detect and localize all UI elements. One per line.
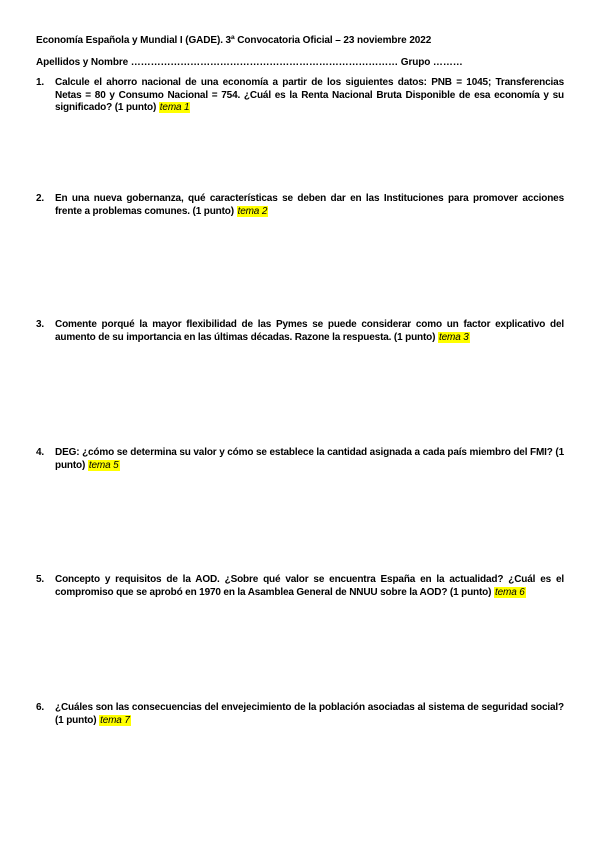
question-5	[36, 574, 564, 599]
question-number: 2.	[36, 193, 45, 204]
question-6	[36, 702, 564, 727]
tema-highlight: tema 6	[494, 586, 525, 598]
name-group-line: Apellidos y Nombre ……………………………………………………………………… Grupo ………	[36, 57, 463, 68]
tema-highlight: tema 2	[237, 205, 268, 217]
question-1	[36, 77, 564, 115]
question-text: Comente porqué la mayor flexibilidad de las Pymes se puede considerar como un factor explicativo del aumento de su importancia en las últimas décadas. Razone la respuesta. (1 punto)	[55, 319, 564, 343]
tema-highlight: tema 5	[88, 459, 119, 471]
question-2	[36, 193, 564, 218]
tema-highlight: tema 7	[100, 714, 130, 726]
question-number: 3.	[36, 319, 45, 330]
question-text: ¿Cuáles son las consecuencias del envejecimiento de la población asociadas al sistema de seguridad social? (1 punto)	[55, 702, 564, 726]
question-number: 4.	[36, 447, 45, 458]
question-number: 6.	[36, 702, 45, 713]
tema-highlight: tema 1	[159, 102, 190, 113]
exam-title: Economía Española y Mundial I (GADE). 3ª Convocatoria Oficial – 23 noviembre 2022	[36, 35, 432, 46]
question-4	[36, 447, 564, 472]
question-text: En una nueva gobernanza, qué características se deben dar en las Instituciones para promover acciones frente a problemas comunes. (1 punto)	[55, 193, 564, 217]
question-text: Calcule el ahorro nacional de una economía a partir de los siguientes datos: PNB = 1045; Transferencias Netas = 80 y Consumo Nacional = 754. ¿Cuál es la Renta Nacional Bruta Disponible de esa economía y su significado? (1 punto)	[55, 77, 564, 113]
question-text: DEG: ¿cómo se determina su valor y cómo se establece la cantidad asignada a cada país miembro del FMI? (1 punto)	[55, 447, 564, 471]
tema-highlight: tema 3	[438, 331, 469, 343]
question-number: 5.	[36, 574, 45, 585]
question-number: 1.	[36, 77, 45, 88]
question-text: Concepto y requisitos de la AOD. ¿Sobre qué valor se encuentra España en la actualidad? ¿Cuál es el compromiso que se aprobó en 1970 en la Asamblea General de NNUU sobre la AOD? (1 punto)	[55, 574, 564, 598]
question-3	[36, 319, 564, 344]
